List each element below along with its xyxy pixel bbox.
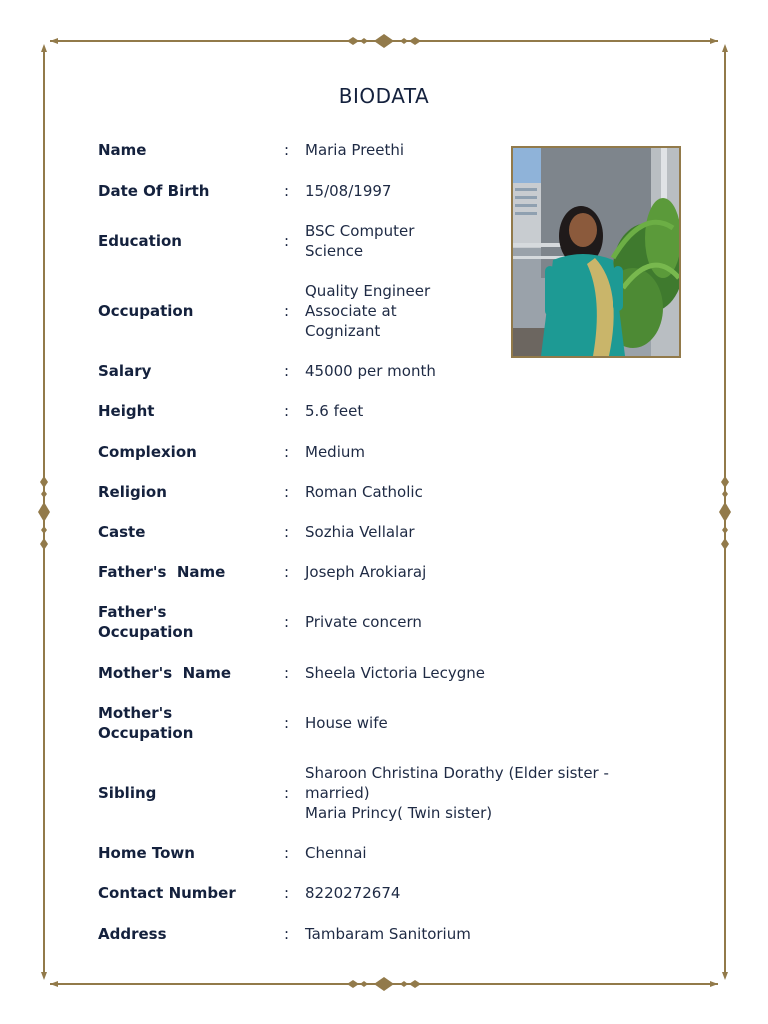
sibling-line-1: Sharoon Christina Dorathy (Elder sister -married) [305, 764, 609, 802]
field-value: Chennai [305, 844, 367, 862]
field-label: Father's Occupation [98, 603, 194, 641]
field-value: 8220272674 [305, 884, 401, 902]
field-value: Tambaram Sanitorium [305, 925, 471, 943]
field-row-fathers-name [98, 562, 658, 582]
field-label: Date Of Birth [98, 182, 210, 200]
field-row-name [98, 140, 658, 160]
field-value: Roman Catholic [305, 483, 423, 501]
field-separator: : [284, 232, 290, 250]
field-value: Private concern [305, 613, 422, 631]
field-value: 45000 per month [305, 362, 436, 380]
field-value: 5.6 feet [305, 402, 364, 420]
field-separator: : [284, 884, 290, 902]
field-row-education [98, 221, 658, 261]
field-separator: : [284, 784, 290, 802]
field-value: Medium [305, 443, 365, 461]
field-label: Mother's Occupation [98, 704, 194, 742]
field-row-caste [98, 522, 658, 542]
field-row-home-town [98, 843, 658, 863]
field-row-date-of-birth [98, 181, 658, 201]
field-separator: : [284, 714, 290, 732]
field-separator: : [284, 925, 290, 943]
field-row-salary [98, 361, 658, 381]
field-value: 15/08/1997 [305, 182, 392, 200]
field-label: Height [98, 402, 155, 420]
field-separator: : [284, 302, 290, 320]
field-row-mothers-name [98, 663, 658, 683]
field-row-occupation [98, 281, 658, 341]
field-separator: : [284, 182, 290, 200]
field-separator: : [284, 141, 290, 159]
field-value: Sozhia Vellalar [305, 523, 415, 541]
field-separator: : [284, 613, 290, 631]
field-label: Salary [98, 362, 152, 380]
field-label: Home Town [98, 844, 195, 862]
field-value: Sheela Victoria Lecygne [305, 664, 486, 682]
field-row-sibling [98, 763, 658, 823]
field-separator: : [284, 664, 290, 682]
field-value [305, 763, 645, 823]
field-label: Address [98, 925, 167, 943]
field-separator: : [284, 483, 290, 501]
field-label: Education [98, 232, 182, 250]
field-label: Occupation [98, 302, 194, 320]
sibling-line-2: Maria Princy( Twin sister) [305, 804, 493, 822]
field-value: Maria Preethi [305, 141, 405, 159]
field-separator: : [284, 844, 290, 862]
field-separator: : [284, 443, 290, 461]
field-separator: : [284, 563, 290, 581]
field-value: Quality Engineer Associate at Cognizant [305, 282, 431, 340]
field-separator: : [284, 523, 290, 541]
field-row-contact-number [98, 883, 658, 903]
field-row-fathers-occupation [98, 602, 658, 642]
field-label: Mother's Name [98, 664, 232, 682]
field-row-address [98, 924, 658, 944]
page-title: BIODATA [338, 84, 430, 108]
field-label: Contact Number [98, 884, 236, 902]
field-value: House wife [305, 714, 388, 732]
field-value: BSC Computer Science [305, 222, 415, 260]
field-label: Father's Name [98, 563, 226, 581]
field-label: Sibling [98, 784, 157, 802]
field-row-complexion [98, 442, 658, 462]
field-row-religion [98, 482, 658, 502]
field-row-height [98, 401, 658, 421]
field-separator: : [284, 402, 290, 420]
field-label: Name [98, 141, 147, 159]
field-value: Joseph Arokiaraj [305, 563, 427, 581]
field-label: Complexion [98, 443, 197, 461]
field-label: Religion [98, 483, 167, 501]
field-row-mothers-occupation [98, 703, 658, 743]
field-separator: : [284, 362, 290, 380]
field-label: Caste [98, 523, 146, 541]
